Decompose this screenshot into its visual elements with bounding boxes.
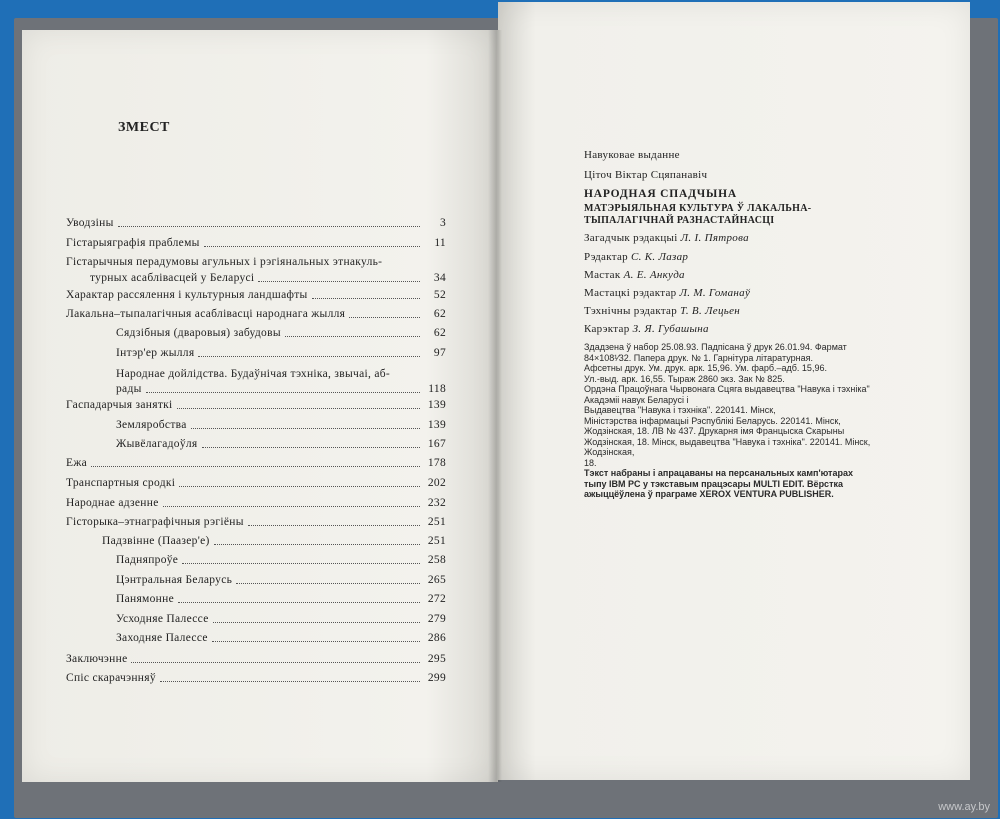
toc-entry-page: 118 [428, 383, 446, 395]
toc-leader-dots [202, 447, 420, 448]
credit-line [584, 232, 749, 244]
credit-person: Т. В. Лецьен [680, 305, 741, 317]
credit-person: С. К. Лазар [631, 251, 689, 263]
toc-entry-page: 251 [427, 535, 446, 547]
toc-entry-page: 167 [427, 438, 446, 450]
toc-entry-page: 139 [427, 419, 446, 431]
toc-entry-page: 52 [433, 289, 446, 301]
toc-leader-dots [163, 506, 420, 507]
toc-entry-line1 [66, 255, 446, 269]
toc-entry [66, 476, 446, 490]
credit-line [584, 305, 740, 317]
book-spine [488, 30, 502, 782]
credit-line [584, 269, 685, 281]
toc-entry [66, 671, 446, 685]
toc-entry-page: 34 [433, 272, 446, 284]
toc-leader-dots [198, 356, 420, 357]
credit-line [584, 251, 688, 263]
toc-entry-page: 139 [427, 399, 446, 411]
toc-leader-dots [214, 544, 420, 545]
toc-entry [66, 216, 446, 230]
toc-entry-label: Характар рассялення і культурныя ландшафты [66, 289, 308, 301]
toc-entry [66, 271, 446, 285]
imprint-line: Міністэрства інфармацыі Рэспублікі Беларусь. 220141. Мінск, [584, 415, 841, 426]
credit-person: Л. І. Пятрова [680, 232, 749, 244]
credit-person: Л. М. Гоманаў [679, 287, 751, 299]
toc-entry-label: Ежа [66, 457, 87, 469]
toc-entry-page: 279 [427, 613, 446, 625]
toc-entry-label: Гістарычныя перадумовы агульных і рэгіянальных этнакуль- [66, 256, 383, 268]
toc-entry [66, 496, 446, 510]
imprint-line: Тэкст набраны і апрацаваны на персанальных камп'ютарах [584, 468, 853, 478]
toc-entry [66, 398, 446, 412]
toc-leader-dots [312, 298, 420, 299]
toc-leader-dots [236, 583, 420, 584]
toc-entry-label: Гаспадарчыя заняткі [66, 399, 173, 411]
toc-entry [66, 652, 446, 666]
toc-entry [66, 437, 446, 451]
book-subtitle-line1: МАТЭРЫЯЛЬНАЯ КУЛЬТУРА Ў ЛАКАЛЬНА- [584, 203, 812, 214]
toc-entry [66, 456, 446, 470]
toc-entry-page: 3 [439, 217, 446, 229]
toc-entry-label: турных асаблівасцей у Беларусі [90, 272, 255, 284]
toc-leader-dots [213, 622, 420, 623]
credit-person: З. Я. Губашына [632, 323, 709, 335]
credit-role: Мастацкі рэдактар [584, 287, 677, 299]
credit-person: А. Е. Анкуда [623, 269, 685, 281]
toc-entry-page: 299 [427, 672, 446, 684]
edition-type: Навуковае выданне [584, 149, 680, 161]
imprint-line: Здадзена ў набор 25.08.93. Падпісана ў друк 26.01.94. Фармат [584, 342, 847, 352]
toc-leader-dots [160, 681, 420, 682]
toc-entry-label: Транспартныя сродкі [66, 477, 176, 489]
toc-entry-label: Заключэнне [66, 653, 128, 665]
toc-entry-line1 [66, 367, 446, 381]
toc-entry-label: Заходняе Палессе [116, 632, 208, 644]
toc-entry-label: Панямонне [116, 593, 174, 605]
imprint-line: Жодзінская, 18. ЛВ № 437. Друкарня імя Францыска Скарыны [584, 426, 845, 436]
toc-entry [66, 534, 446, 548]
toc-leader-dots [258, 281, 420, 282]
toc-entry-page: 265 [427, 574, 446, 586]
imprint-line: Ул.-выд. арк. 16,55. Тыраж 2860 экз. Зак № 825. [584, 373, 785, 384]
imprint-line: Ордэна Працоўнага Чырвонага Сцяга выдавецтва "Навука і тэхніка" Акадэміі навук Беларусі і [584, 384, 870, 405]
toc-entry-label: Гістарыяграфія праблемы [66, 237, 200, 249]
imprint-line: тыпу IBM PC у тэкставым працэсары MULTI EDIT. Вёрстка [584, 478, 843, 489]
toc-entry-page: 178 [427, 457, 446, 469]
toc-entry [66, 612, 446, 626]
toc-entry-page: 286 [427, 632, 446, 644]
toc-entry-label: Усходняе Палессе [116, 613, 209, 625]
toc-leader-dots [349, 317, 420, 318]
toc-entry [66, 326, 446, 340]
toc-leader-dots [178, 602, 420, 603]
toc-entry-label: Гісторыка–этнаграфічныя рэгіёны [66, 516, 244, 528]
toc-entry-page: 11 [434, 237, 446, 249]
toc-entry [66, 573, 446, 587]
toc-leader-dots [191, 428, 420, 429]
toc-entry [66, 236, 446, 250]
imprint-line: Жодзінская, 18. Мінск, выдавецтва "Навука і тэхніка". 220141. Мінск, Жодзінская, [584, 436, 871, 457]
book-title: НАРОДНАЯ СПАДЧЫНА [584, 188, 737, 200]
credit-role: Карэктар [584, 323, 630, 335]
toc-title: ЗМЕСТ [118, 120, 170, 135]
toc-entry [66, 553, 446, 567]
toc-leader-dots [131, 662, 420, 663]
toc-entry-page: 232 [427, 497, 446, 509]
toc-entry-label: Земляробства [116, 419, 187, 431]
toc-entry-page: 295 [427, 653, 446, 665]
toc-entry-label: Уводзіны [66, 217, 114, 229]
toc-entry-label: Народнае дойлідства. Будаўнічая тэхніка, звычаі, аб- [116, 368, 391, 380]
toc-entry-page: 62 [433, 327, 446, 339]
toc-entry-page: 258 [427, 554, 446, 566]
toc-leader-dots [177, 408, 420, 409]
watermark-text: www.ay.by [938, 801, 990, 813]
toc-entry-page: 272 [427, 593, 446, 605]
toc-leader-dots [182, 563, 420, 564]
toc-entry-page: 97 [433, 347, 446, 359]
toc-entry-page: 202 [427, 477, 446, 489]
toc-entry [66, 418, 446, 432]
imprint-line: Афсетны друк. Ум. друк. арк. 15,96. Ум. фарб.–адб. 15,96. [584, 363, 827, 373]
imprint-block [584, 342, 884, 500]
toc-entry [66, 382, 446, 396]
toc-leader-dots [204, 246, 420, 247]
toc-leader-dots [91, 466, 420, 467]
toc-entry-label: Лакальна–тыпалагічныя асаблівасці народнага жылля [66, 308, 346, 320]
credit-line [584, 287, 750, 299]
imprint-line: 18. [584, 457, 597, 468]
toc-entry-label: рады [116, 383, 142, 395]
toc-entry [66, 288, 446, 302]
toc-entry-page: 62 [433, 308, 446, 320]
book-subtitle-line2: ТЫПАЛАГІЧНАЙ РАЗНАСТАЙНАСЦІ [584, 215, 775, 226]
toc-entry [66, 515, 446, 529]
credit-line [584, 323, 709, 335]
credit-role: Мастак [584, 269, 621, 281]
toc-entry-page: 251 [427, 516, 446, 528]
toc-leader-dots [285, 336, 420, 337]
toc-leader-dots [118, 226, 420, 227]
toc-leader-dots [212, 641, 420, 642]
toc-entry-label: Сядзібныя (дваровыя) забудовы [116, 327, 281, 339]
toc-entry-label: Спіс скарачэнняў [66, 672, 156, 684]
toc-entry-label: Народнае адзенне [66, 497, 159, 509]
toc-entry-label: Інтэр'ер жылля [116, 347, 195, 359]
toc-leader-dots [146, 392, 420, 393]
toc-entry [66, 631, 446, 645]
credit-role: Рэдактар [584, 251, 628, 263]
imprint-line: ажыццёўлена ў праграме XEROX VENTURA PUBLISHER. [584, 489, 834, 499]
toc-leader-dots [248, 525, 420, 526]
credit-role: Загадчык рэдакцыі [584, 232, 678, 244]
toc-entry-label: Жывёлагадоўля [116, 438, 198, 450]
author-name: Ціточ Віктар Сцяпанавіч [584, 169, 708, 181]
toc-entry [66, 307, 446, 321]
imprint-line: Выдавецтва "Навука і тэхніка". 220141. Мінск, [584, 405, 776, 415]
toc-entry-label: Падзвінне (Паазер'е) [102, 535, 210, 547]
imprint-line: 84×108¹⁄32. Папера друк. № 1. Гарнітура літаратурная. [584, 352, 813, 363]
toc-entry-label: Падняпроўе [116, 554, 179, 566]
toc-leader-dots [179, 486, 420, 487]
toc-entry [66, 346, 446, 360]
toc-entry-label: Цэнтральная Беларусь [116, 574, 233, 586]
toc-entry [66, 592, 446, 606]
credit-role: Тэхнічны рэдактар [584, 305, 678, 317]
